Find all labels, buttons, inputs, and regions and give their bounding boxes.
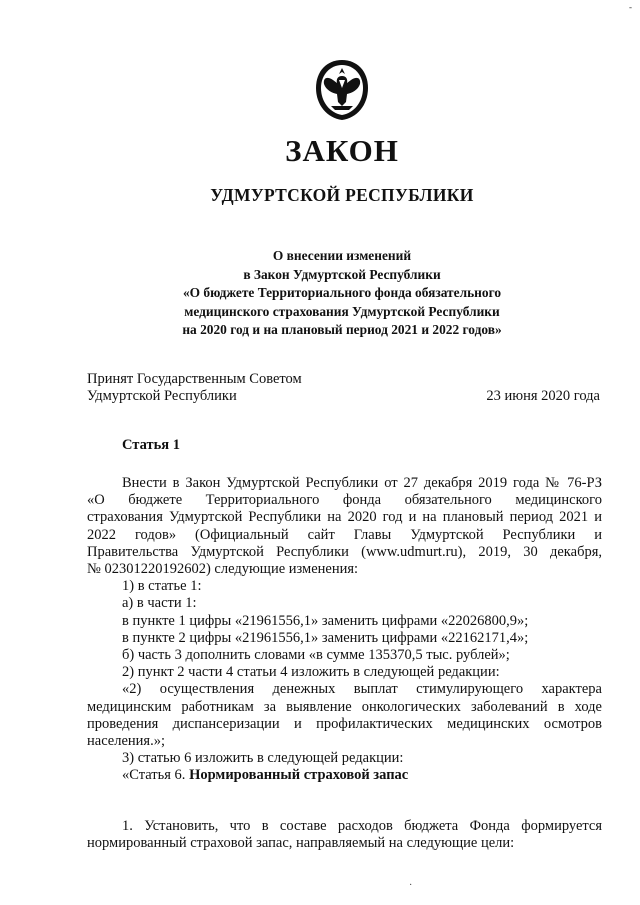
body-line: страхования Удмуртской Республики на 2020 год и на плановый период 2021 и: [87, 509, 602, 526]
body-line: Правительства Удмуртской Республики (www.udmurt.ru), 2019, 30 декабря,: [87, 543, 602, 560]
list-item: б) часть 3 дополнить словами «в сумме 135370,5 тыс. рублей»;: [122, 647, 510, 664]
subtitle-line: «О бюджете Территориального фонда обязательного: [182, 285, 502, 300]
list-item: 3) статью 6 изложить в следующей редакции:: [122, 750, 404, 767]
subtitle-line: О внесении изменений: [272, 248, 412, 263]
subtitle-line: медицинского страхования Удмуртской Республики: [184, 303, 500, 319]
body-line: «О бюджете Территориального фонда обязательного медицинского: [87, 492, 602, 509]
list-item: в пункте 2 цифры «21961556,1» заменить цифрами «22162171,4»;: [122, 629, 529, 646]
law-subtitle: [0, 247, 640, 340]
article-6-heading: [87, 767, 602, 784]
body-line: 1. Установить, что в составе расходов бюджета Фонда формируется: [122, 817, 602, 834]
list-item: а) в части 1:: [122, 595, 197, 612]
list-item: 2) пункт 2 части 4 статьи 4 изложить в следующей редакции:: [122, 664, 500, 681]
body-line: Внести в Закон Удмуртской Республики от 27 декабря 2019 года № 76-РЗ: [122, 475, 602, 491]
list-item: 1) в статье 1:: [122, 578, 202, 595]
body-line: № 02301220192602) следующие изменения:: [87, 561, 359, 578]
list-item: в пункте 1 цифры «21961556,1» заменить цифрами «22026800,9»;: [122, 612, 529, 629]
body-line: «2) осуществления денежных выплат стимулирующего характера: [122, 681, 602, 698]
adopted-line: Принят Государственным Советом: [87, 371, 302, 387]
body-line: 2022 годов» (Официальный сайт Главы Удмуртской Республики и: [87, 526, 602, 543]
republic-title: УДМУРТСКОЙ РЕСПУБЛИКИ: [210, 185, 474, 205]
law-title: ЗАКОН: [285, 133, 399, 168]
body-line: населения.»;: [87, 733, 166, 750]
udmurtia-emblem-icon: [313, 58, 371, 122]
subtitle-line: на 2020 год и на плановый период 2021 и 2022 годов»: [182, 322, 502, 337]
article-body: [87, 475, 602, 852]
body-line: нормированный страховой запас, направляемый на следующие цели:: [87, 834, 515, 851]
paragraph-gap: [87, 785, 602, 818]
body-line: медицинским работникам за выявление онкологических заболеваний в ходе: [87, 698, 602, 715]
article-6-title: Нормированный страховой запас: [189, 767, 409, 784]
adopted-line: Удмуртской Республики: [87, 388, 237, 404]
article-title: Статья 1: [122, 437, 180, 453]
adopted-by: [87, 371, 302, 405]
body-line: проведения диспансеризации и профилактических медицинских осмотров: [87, 715, 602, 732]
adoption-date: 23 июня 2020 года: [486, 388, 600, 404]
article-6-prefix: «Статья 6.: [122, 767, 190, 784]
corner-mark: -: [629, 2, 632, 12]
footer-mark: ·: [409, 880, 413, 891]
subtitle-line: в Закон Удмуртской Республики: [243, 266, 441, 282]
